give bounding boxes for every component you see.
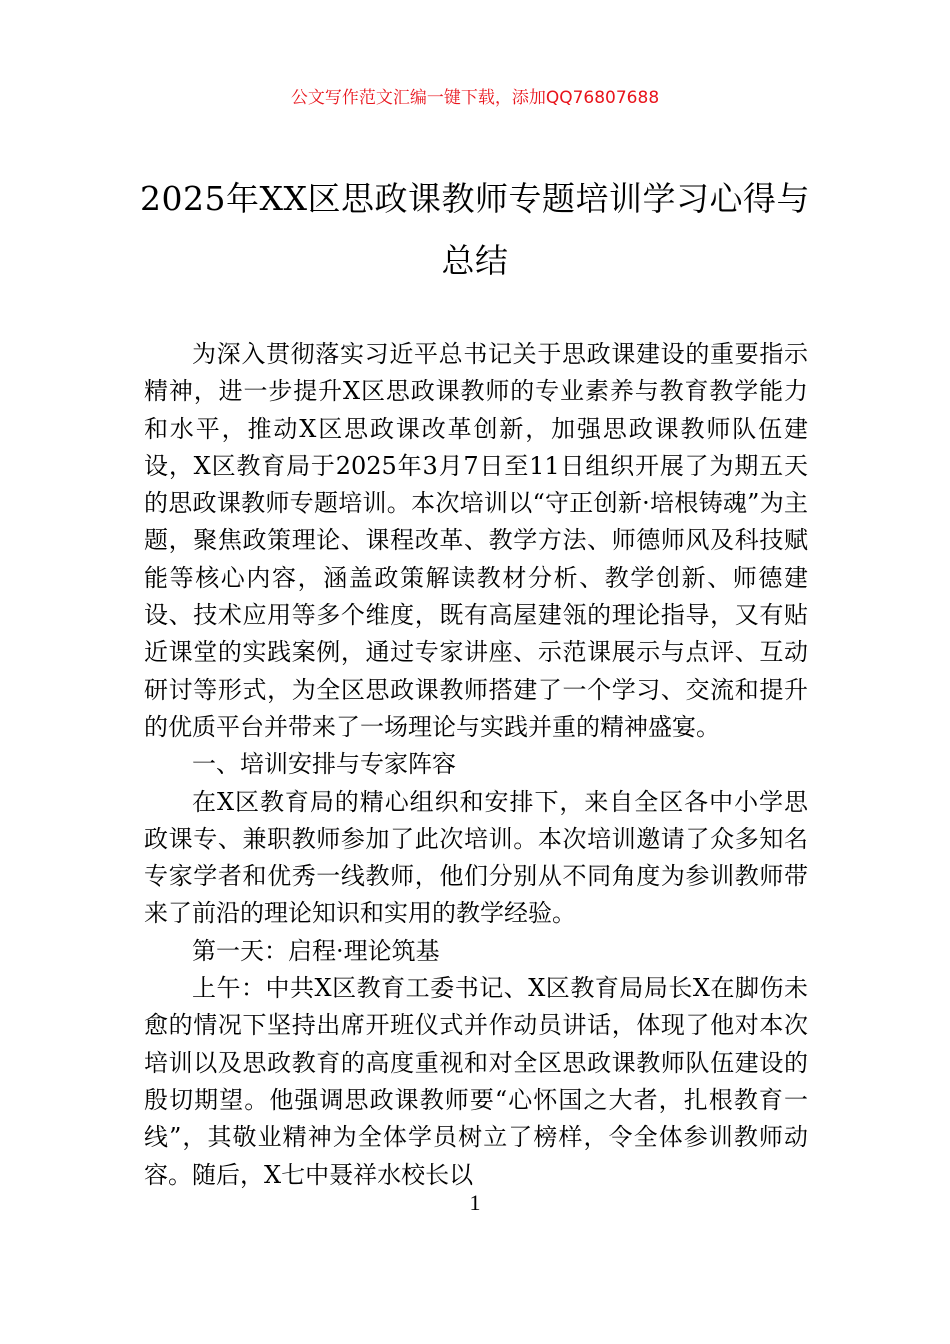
paragraph-day-one-morning: 上午：中共X区教育工委书记、X区教育局局长X在脚伤未愈的情况下坚持出席开班仪式并作动员讲话，体现了他对本次培训以及思政教育的高度重视和对全区思政课教师队伍建设的殷切期望。他强调思政课教师要“心怀国之大者，扎根教育一线”，其敬业精神为全体学员树立了榜样，令全体参训教师动容。随后，X七中聂祥水校长以 xyxy=(144,974,808,1189)
header-ad-text: 公文写作范文汇编一键下载，添加QQ76807688 xyxy=(290,88,660,108)
paragraph-training-arrangement: 在X区教育局的精心组织和安排下，来自全区各中小学思政课专、兼职教师参加了此次培训。本次培训邀请了众多知名专家学者和优秀一线教师，他们分别从不同角度为参训教师带来了前沿的理论知识和实用的教学经验。 xyxy=(144,787,808,928)
document-title: 2025年XX区思政课教师专题培训学习心得与总结 xyxy=(140,179,810,280)
section-heading-1: 一、培训安排与专家阵容 xyxy=(192,750,456,779)
paragraph-intro: 为深入贯彻落实习近平总书记关于思政课建设的重要指示精神，进一步提升X区思政课教师的专业素养与教育教学能力和水平，推动X区思政课改革创新，加强思政课教师队伍建设，X区教育局于2025年3月7日至11日组织开展了为期五天的思政课教师专题培训。本次培训以“守正创新·培根铸魂”为主题，聚焦政策理论、课程改革、教学方法、师德师风及科技赋能等核心内容，涵盖政策解读教材分析、教学创新、师德建设、技术应用等多个维度，既有高屋建瓴的理论指导，又有贴近课堂的实践案例，通过专家讲座、示范课展示与点评、互动研讨等形式，为全区思政课教师搭建了一个学习、交流和提升的优质平台并带来了一场理论与实践并重的精神盛宴。 xyxy=(144,340,808,741)
page-number: 1 xyxy=(469,1190,481,1215)
subheading-day-one: 第一天：启程·理论筑基 xyxy=(192,936,440,965)
document-body xyxy=(144,336,808,1194)
